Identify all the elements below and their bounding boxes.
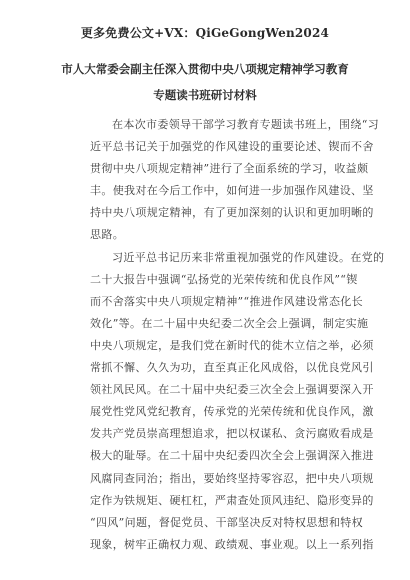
watermark-banner: 更多免费公文+VX：QiGeGongWen2024 — [80, 26, 330, 40]
document-title-line-2: 专题读书班研讨材料 — [153, 88, 257, 102]
paragraph-1-line: 在本次市委领导干部学习教育专题读书班上，围绕“习 — [112, 118, 380, 131]
paragraph-2-line: 定作为铁规矩、硬杠杠，严肃查处顶风违纪、隐形变异的 — [90, 493, 374, 507]
paragraph-2-line: 二十大报告中强调“弘扬党的光荣传统和优良作风”“锲 — [90, 272, 358, 286]
paragraph-2-line: 领社风民风。在二十届中央纪委三次全会上强调要深入开 — [90, 383, 374, 397]
paragraph-2-line: 风腐同查同治；指出，要始终坚持零容忍，把中央八项规 — [90, 471, 374, 485]
paragraph-2-line: 习近平总书记历来非常重视加强党的作风建设。在党的 — [112, 250, 385, 264]
paragraph-2-line: 而不舍落实中央八项规定精神”“推进作风建设常态化长 — [90, 294, 363, 308]
paragraph-2-line: 展党性党风党纪教育，传承党的光荣传统和优良作风，激 — [90, 405, 374, 419]
paragraph-1-line: 持中央八项规定精神，有了更加深刻的认识和更加明晰的 — [90, 206, 374, 220]
paragraph-1-line: 丰。使我对在今后工作中，如何进一步加强作风建设、坚 — [90, 184, 374, 198]
paragraph-2-line: “四风”问题，督促党员、干部坚决反对特权思想和特权 — [90, 515, 363, 529]
paragraph-2-line: 效化”等。在二十届中央纪委二次全会上强调，制定实施 — [90, 316, 369, 330]
paragraph-2-line: 极大的耻辱。在二十届中央纪委四次全会上强调深入推进 — [90, 449, 374, 463]
paragraph-1-line: 贯彻中央八项规定精神”进行了全面系统的学习，收益颇 — [90, 162, 369, 176]
paragraph-2-line: 中央八项规定，是我们党在新时代的徙木立信之举，必须 — [90, 338, 374, 352]
paragraph-1-line: 思路。 — [90, 228, 125, 242]
paragraph-2-line: 发共产党员崇高理想追求，把以权谋私、贪污腐败看成是 — [90, 427, 374, 441]
paragraph-1-line: 近平总书记关于加强党的作风建设的重要论述、锲而不舍 — [90, 140, 374, 154]
paragraph-2-line: 现象，树牢正确权力观、政绩观、事业观。以上一系列指 — [90, 537, 374, 551]
paragraph-2-line: 常抓不懈、久久为功，直至真正化风成俗，以优良党风引 — [90, 361, 374, 375]
document-title-line-1: 市人大常委会副主任深入贯彻中央八项规定精神学习教育 — [61, 62, 349, 76]
document-body — [90, 114, 385, 556]
